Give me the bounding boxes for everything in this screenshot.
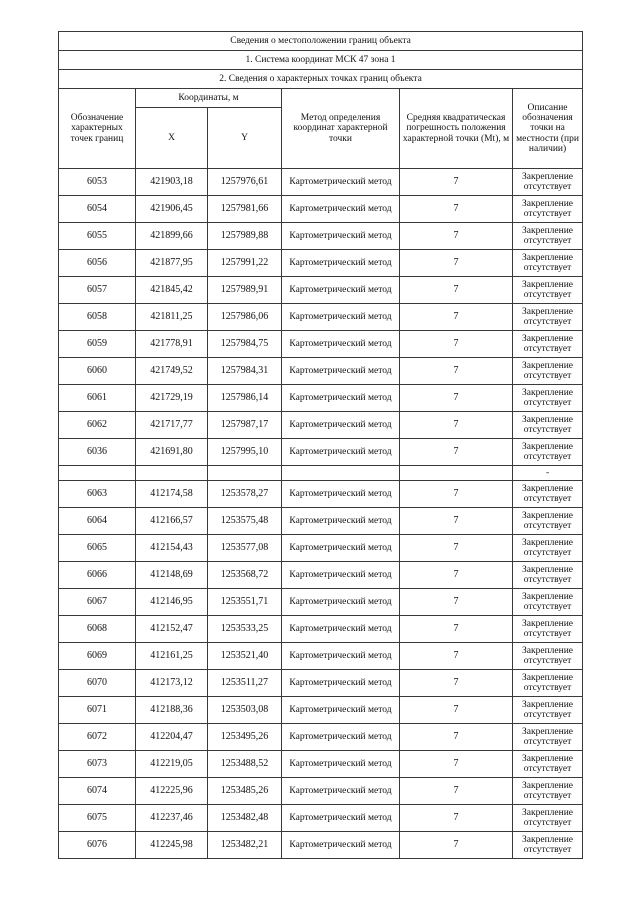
cell-x: 421811,25 <box>136 304 208 331</box>
cell-point: 6072 <box>59 724 136 751</box>
cell-point: 6058 <box>59 304 136 331</box>
cell-x: 421899,66 <box>136 223 208 250</box>
cell-method: Картометрический метод <box>282 385 400 412</box>
table-row <box>59 805 583 832</box>
cell-x: 412154,43 <box>136 535 208 562</box>
cell-description: Закрепление отсутствует <box>513 697 583 724</box>
cell-method: Картометрический метод <box>282 697 400 724</box>
cell-point: 6056 <box>59 250 136 277</box>
cell-error: 7 <box>400 508 513 535</box>
cell-y: 1253578,27 <box>208 481 282 508</box>
table-row <box>59 724 583 751</box>
cell-method: Картометрический метод <box>282 223 400 250</box>
cell-description: Закрепление отсутствует <box>513 616 583 643</box>
cell-method: Картометрический метод <box>282 196 400 223</box>
cell-description: Закрепление отсутствует <box>513 724 583 751</box>
cell-error: 7 <box>400 697 513 724</box>
cell-error: 7 <box>400 724 513 751</box>
cell-y: 1253568,72 <box>208 562 282 589</box>
cell-error: 7 <box>400 358 513 385</box>
cell-description: Закрепление отсутствует <box>513 439 583 466</box>
cell-method: Картометрический метод <box>282 535 400 562</box>
cell-description: Закрепление отсутствует <box>513 778 583 805</box>
table-row <box>59 481 583 508</box>
cell-error: 7 <box>400 481 513 508</box>
cell-x: 412219,05 <box>136 751 208 778</box>
cell-point: 6060 <box>59 358 136 385</box>
cell-point: 6068 <box>59 616 136 643</box>
cell-point: 6036 <box>59 439 136 466</box>
cell-description: Закрепление отсутствует <box>513 481 583 508</box>
cell-description: Закрепление отсутствует <box>513 223 583 250</box>
cell-description: Закрепление отсутствует <box>513 643 583 670</box>
header-point: Обозначение характерных точек границ <box>59 89 136 169</box>
cell-error: 7 <box>400 412 513 439</box>
cell-method: Картометрический метод <box>282 481 400 508</box>
cell-error: 7 <box>400 331 513 358</box>
cell-y: 1257984,75 <box>208 331 282 358</box>
table-row <box>59 535 583 562</box>
cell-description: Закрепление отсутствует <box>513 277 583 304</box>
cell-description: Закрепление отсутствует <box>513 250 583 277</box>
cell-y: 1257986,06 <box>208 304 282 331</box>
cell-x: 412225,96 <box>136 778 208 805</box>
cell-y: 1257976,61 <box>208 169 282 196</box>
cell-error: 7 <box>400 535 513 562</box>
cell-error: 7 <box>400 196 513 223</box>
table-row <box>59 643 583 670</box>
cell-y: 1253503,08 <box>208 697 282 724</box>
cell-method: Картометрический метод <box>282 832 400 859</box>
separator-dash: - <box>513 466 583 481</box>
cell-x: 412161,25 <box>136 643 208 670</box>
cell-point: 6054 <box>59 196 136 223</box>
table-row <box>59 439 583 466</box>
cell-point: 6055 <box>59 223 136 250</box>
cell-error: 7 <box>400 805 513 832</box>
cell-method: Картометрический метод <box>282 589 400 616</box>
separator-cell <box>59 466 136 481</box>
cell-error: 7 <box>400 778 513 805</box>
cell-description: Закрепление отсутствует <box>513 169 583 196</box>
table-row <box>59 304 583 331</box>
cell-description: Закрепление отсутствует <box>513 304 583 331</box>
cell-y: 1253488,52 <box>208 751 282 778</box>
header-x: X <box>136 108 208 169</box>
cell-error: 7 <box>400 277 513 304</box>
cell-error: 7 <box>400 643 513 670</box>
cell-description: Закрепление отсутствует <box>513 385 583 412</box>
cell-x: 421845,42 <box>136 277 208 304</box>
cell-error: 7 <box>400 250 513 277</box>
cell-x: 412146,95 <box>136 589 208 616</box>
cell-point: 6076 <box>59 832 136 859</box>
cell-description: Закрепление отсутствует <box>513 562 583 589</box>
cell-description: Закрепление отсутствует <box>513 805 583 832</box>
table-row <box>59 169 583 196</box>
cell-point: 6065 <box>59 535 136 562</box>
cell-x: 412152,47 <box>136 616 208 643</box>
cell-y: 1253482,21 <box>208 832 282 859</box>
table-row <box>59 277 583 304</box>
cell-point: 6053 <box>59 169 136 196</box>
table-row <box>59 358 583 385</box>
cell-point: 6069 <box>59 643 136 670</box>
header-error: Средняя квадратическая погрешность положения характерной точки (Mt), м <box>400 89 513 169</box>
cell-description: Закрепление отсутствует <box>513 832 583 859</box>
table-row <box>59 616 583 643</box>
cell-point: 6066 <box>59 562 136 589</box>
cell-y: 1257991,22 <box>208 250 282 277</box>
cell-y: 1253495,26 <box>208 724 282 751</box>
points-section-heading: 2. Сведения о характерных точках границ объекта <box>59 70 583 89</box>
cell-x: 421717,77 <box>136 412 208 439</box>
cell-error: 7 <box>400 670 513 697</box>
cell-method: Картометрический метод <box>282 169 400 196</box>
header-y: Y <box>208 108 282 169</box>
cell-y: 1257984,31 <box>208 358 282 385</box>
cell-y: 1253533,25 <box>208 616 282 643</box>
cell-y: 1253482,48 <box>208 805 282 832</box>
cell-x: 421877,95 <box>136 250 208 277</box>
cell-method: Картометрический метод <box>282 670 400 697</box>
cell-y: 1253485,26 <box>208 778 282 805</box>
cell-y: 1257989,88 <box>208 223 282 250</box>
cell-method: Картометрический метод <box>282 751 400 778</box>
cell-description: Закрепление отсутствует <box>513 670 583 697</box>
cell-method: Картометрический метод <box>282 439 400 466</box>
cell-point: 6067 <box>59 589 136 616</box>
table-row <box>59 250 583 277</box>
table-row <box>59 778 583 805</box>
cell-point: 6062 <box>59 412 136 439</box>
cell-error: 7 <box>400 304 513 331</box>
cell-x: 412148,69 <box>136 562 208 589</box>
cell-error: 7 <box>400 616 513 643</box>
cell-point: 6071 <box>59 697 136 724</box>
cell-description: Закрепление отсутствует <box>513 412 583 439</box>
cell-error: 7 <box>400 385 513 412</box>
cell-description: Закрепление отсутствует <box>513 331 583 358</box>
cell-error: 7 <box>400 589 513 616</box>
cell-x: 412245,98 <box>136 832 208 859</box>
table-row <box>59 832 583 859</box>
separator-cell <box>208 466 282 481</box>
cell-method: Картометрический метод <box>282 304 400 331</box>
cell-y: 1257989,91 <box>208 277 282 304</box>
cell-method: Картометрический метод <box>282 562 400 589</box>
cell-method: Картометрический метод <box>282 643 400 670</box>
cell-x: 421906,45 <box>136 196 208 223</box>
cell-error: 7 <box>400 223 513 250</box>
table-row <box>59 385 583 412</box>
cell-error: 7 <box>400 832 513 859</box>
cell-method: Картометрический метод <box>282 616 400 643</box>
cell-x: 421729,19 <box>136 385 208 412</box>
table-title: Сведения о местоположении границ объекта <box>59 32 583 51</box>
header-coordinates: Координаты, м <box>136 89 282 108</box>
cell-y: 1257981,66 <box>208 196 282 223</box>
cell-method: Картометрический метод <box>282 277 400 304</box>
cell-x: 421778,91 <box>136 331 208 358</box>
cell-y: 1253575,48 <box>208 508 282 535</box>
boundary-points-table <box>58 31 583 859</box>
cell-description: Закрепление отсутствует <box>513 535 583 562</box>
table-row <box>59 697 583 724</box>
cell-method: Картометрический метод <box>282 508 400 535</box>
cell-y: 1257986,14 <box>208 385 282 412</box>
table-row <box>59 331 583 358</box>
cell-x: 412204,47 <box>136 724 208 751</box>
cell-error: 7 <box>400 562 513 589</box>
cell-method: Картометрический метод <box>282 358 400 385</box>
cell-x: 412188,36 <box>136 697 208 724</box>
cell-error: 7 <box>400 751 513 778</box>
separator-row <box>59 466 583 481</box>
cell-y: 1257995,10 <box>208 439 282 466</box>
cell-x: 421903,18 <box>136 169 208 196</box>
cell-x: 412237,46 <box>136 805 208 832</box>
cell-point: 6064 <box>59 508 136 535</box>
cell-method: Картометрический метод <box>282 778 400 805</box>
cell-x: 412173,12 <box>136 670 208 697</box>
header-method: Метод определения координат характерной точки <box>282 89 400 169</box>
cell-point: 6059 <box>59 331 136 358</box>
coordinate-system-heading: 1. Система координат МСК 47 зона 1 <box>59 51 583 70</box>
cell-error: 7 <box>400 169 513 196</box>
cell-x: 412166,57 <box>136 508 208 535</box>
cell-point: 6075 <box>59 805 136 832</box>
table-row <box>59 508 583 535</box>
cell-method: Картометрический метод <box>282 724 400 751</box>
cell-method: Картометрический метод <box>282 331 400 358</box>
cell-x: 421749,52 <box>136 358 208 385</box>
cell-y: 1253551,71 <box>208 589 282 616</box>
cell-x: 421691,80 <box>136 439 208 466</box>
cell-description: Закрепление отсутствует <box>513 751 583 778</box>
table-row <box>59 589 583 616</box>
cell-description: Закрепление отсутствует <box>513 508 583 535</box>
cell-error: 7 <box>400 439 513 466</box>
cell-description: Закрепление отсутствует <box>513 589 583 616</box>
table-row <box>59 670 583 697</box>
cell-point: 6074 <box>59 778 136 805</box>
cell-y: 1253577,08 <box>208 535 282 562</box>
cell-method: Картометрический метод <box>282 805 400 832</box>
cell-y: 1253521,40 <box>208 643 282 670</box>
table-row <box>59 562 583 589</box>
separator-cell <box>136 466 208 481</box>
cell-description: Закрепление отсутствует <box>513 358 583 385</box>
separator-cell <box>282 466 400 481</box>
header-description: Описание обозначения точки на местности (при наличии) <box>513 89 583 169</box>
separator-cell <box>400 466 513 481</box>
cell-point: 6073 <box>59 751 136 778</box>
cell-y: 1253511,27 <box>208 670 282 697</box>
table-row <box>59 223 583 250</box>
cell-x: 412174,58 <box>136 481 208 508</box>
cell-method: Картометрический метод <box>282 250 400 277</box>
cell-method: Картометрический метод <box>282 412 400 439</box>
table-row <box>59 751 583 778</box>
cell-point: 6061 <box>59 385 136 412</box>
cell-description: Закрепление отсутствует <box>513 196 583 223</box>
cell-y: 1257987,17 <box>208 412 282 439</box>
cell-point: 6063 <box>59 481 136 508</box>
cell-point: 6070 <box>59 670 136 697</box>
cell-point: 6057 <box>59 277 136 304</box>
table-row <box>59 412 583 439</box>
table-row <box>59 196 583 223</box>
